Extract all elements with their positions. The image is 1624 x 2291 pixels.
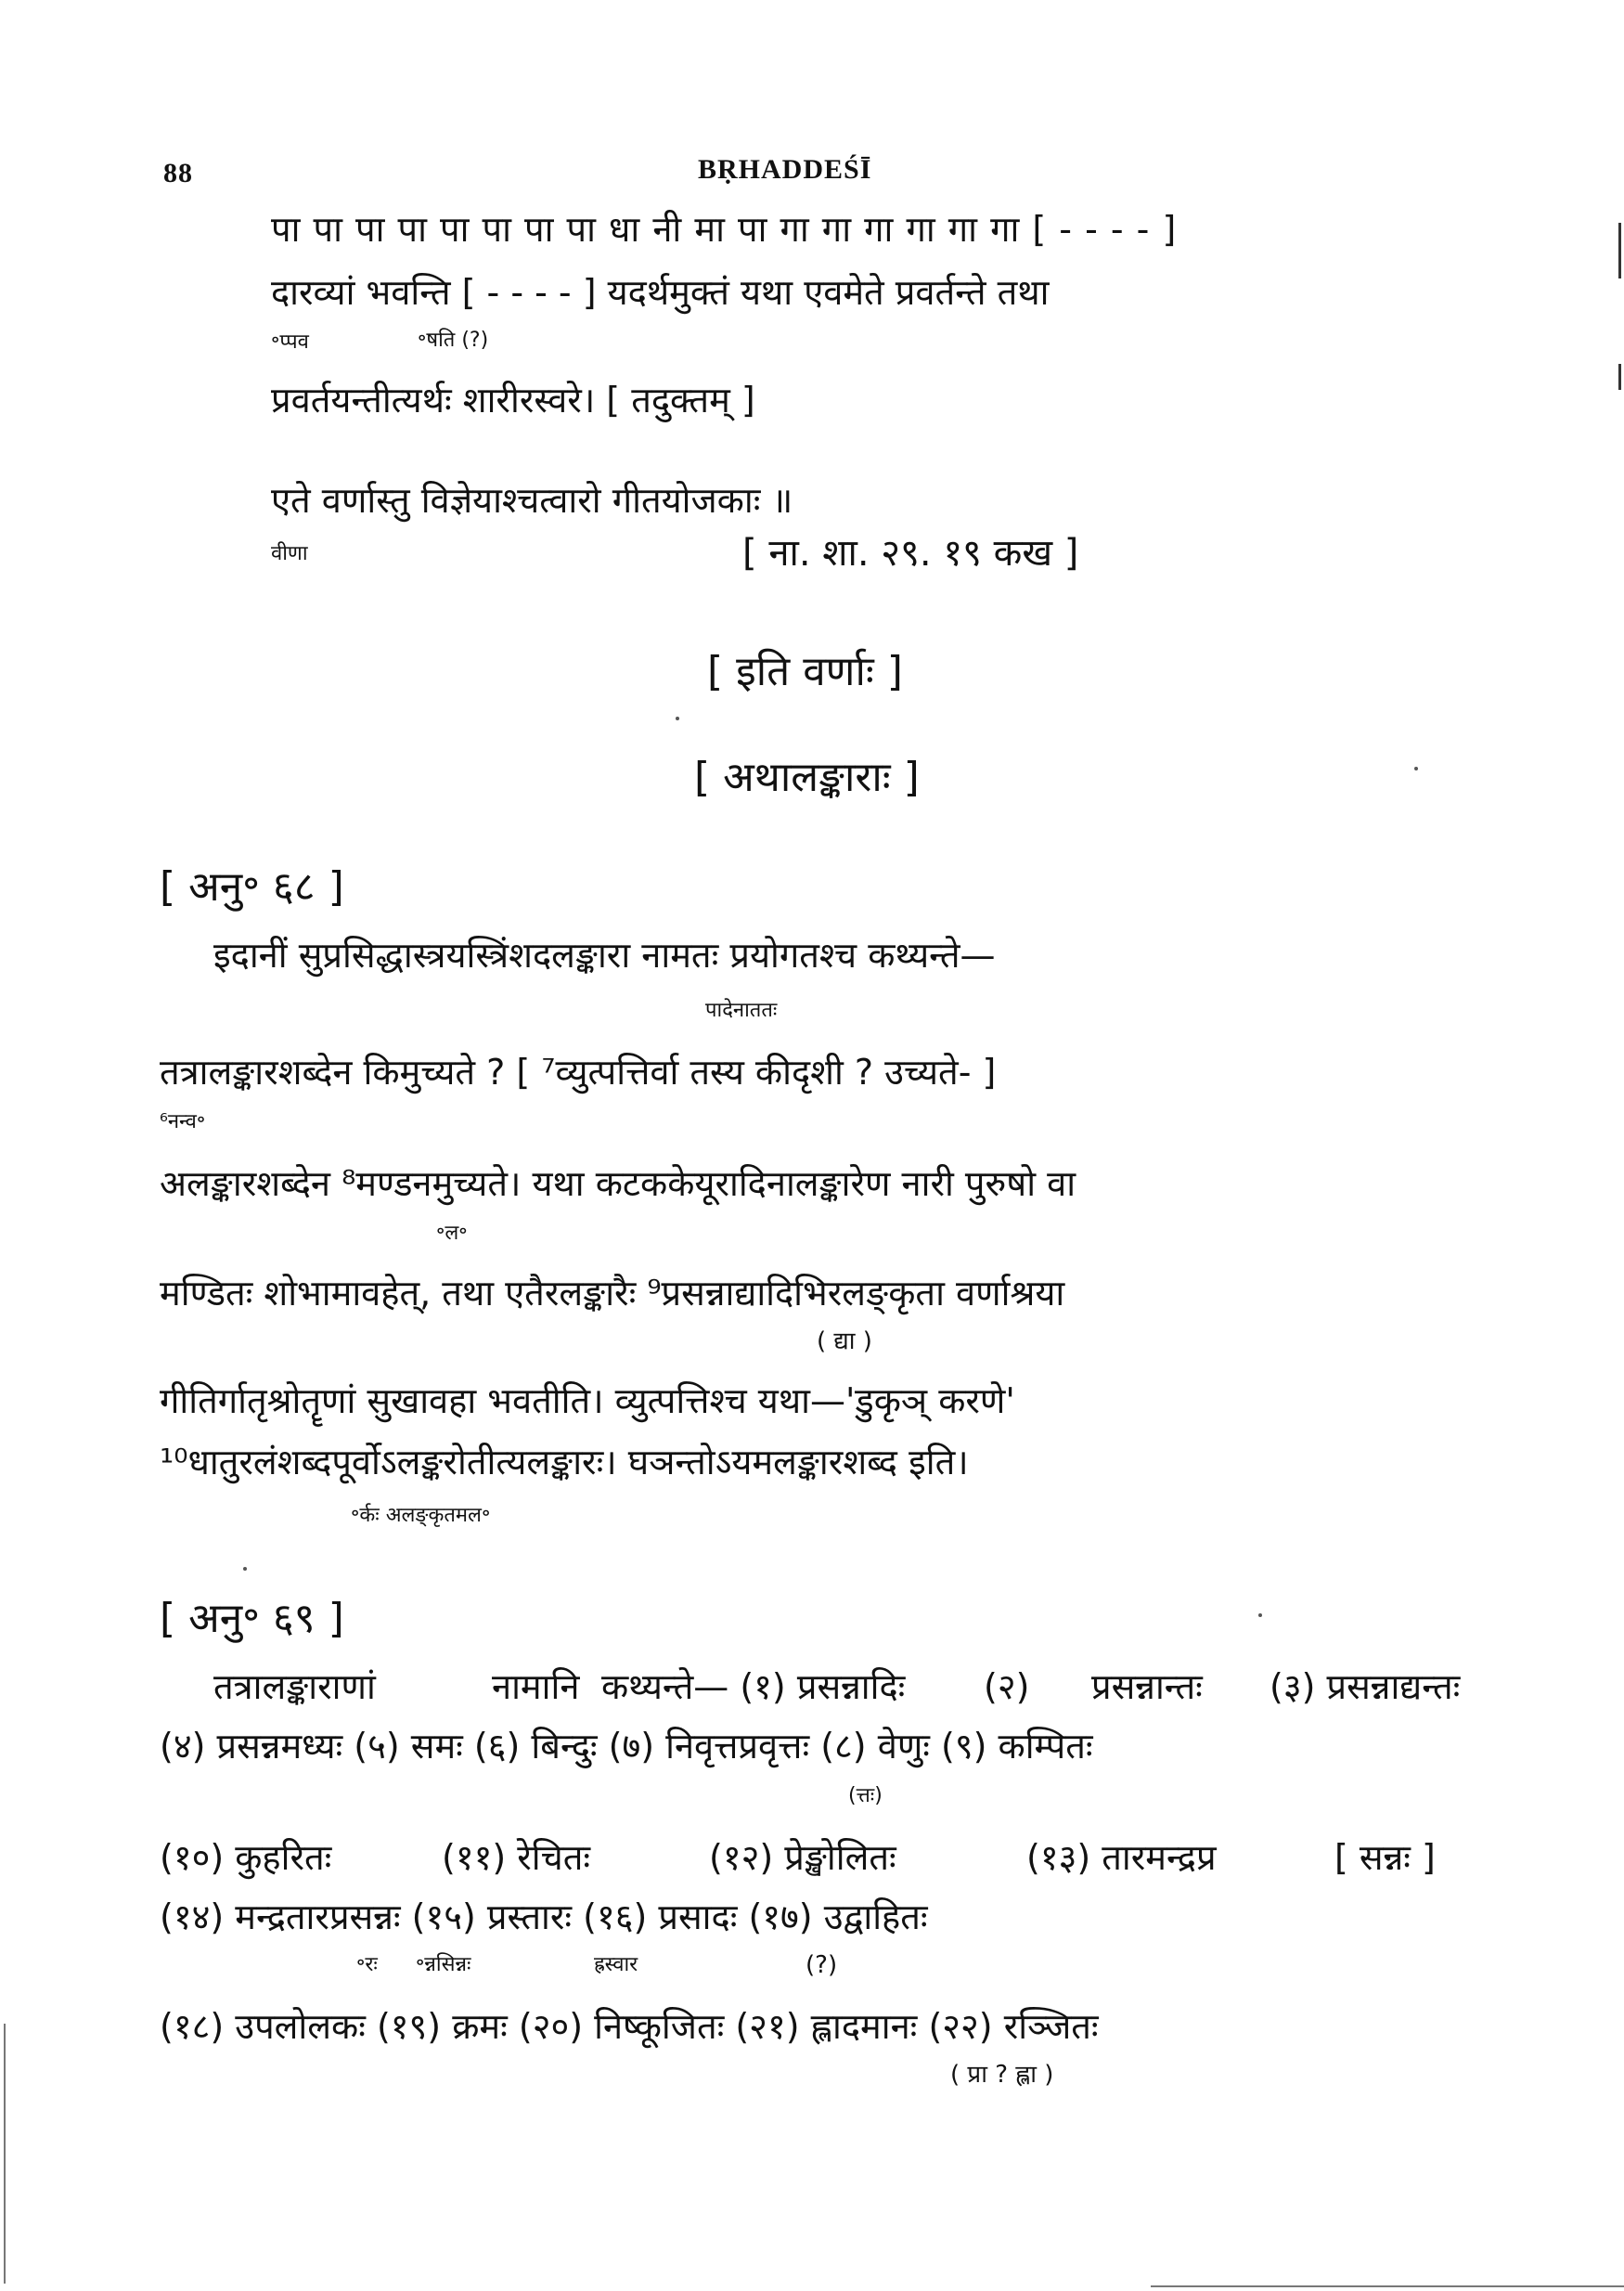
- variant-note: ॰रः: [356, 1953, 378, 1976]
- list-line: (१०) कुहरितः: [160, 1837, 332, 1878]
- scan-speck: [676, 717, 679, 720]
- anuccheda-label-68: [ अनु॰ ६८ ]: [160, 863, 344, 911]
- variant-note: ॰प्पव: [271, 330, 309, 354]
- scan-speck: [243, 1567, 247, 1571]
- list-line: तत्रालङ्काराणां: [213, 1666, 376, 1707]
- list-line: (१३) तारमन्द्रप्र: [1026, 1837, 1217, 1878]
- list-line: कथ्यन्ते— (१) प्रसन्नादिः: [601, 1666, 906, 1707]
- variant-note: ( द्या ): [817, 1327, 872, 1355]
- list-line: (२): [984, 1666, 1030, 1707]
- paragraph-line: तत्रालङ्कारशब्देन किमुच्यते ? [ ⁷व्युत्पत्तिर्वा तस्य कीदृशी ? उच्यते- ]: [160, 1052, 997, 1093]
- section-heading-iti: [ इति वर्णाः ]: [707, 648, 903, 695]
- paragraph-line: ¹⁰धातुरलंशब्दपूर्वोऽलङ्करोतीत्यलङ्कारः। घञन्तोऽयमलङ्कारशब्द इति।: [160, 1442, 969, 1482]
- variant-note: पादेनाततः: [705, 999, 778, 1022]
- verse-reference: [ ना. शा. २९. १९ कख ]: [742, 532, 1079, 575]
- text-line-1: दारव्यां भवन्ति [ - - - - ] यदर्थमुक्तं यथा एवमेते प्रवर्तन्ते तथा: [271, 272, 1050, 313]
- list-line: [ सन्नः ]: [1334, 1837, 1436, 1878]
- paragraph-line: अलङ्कारशब्देन ⁸मण्डनमुच्यते। यथा कटककेयूरादिनालङ्कारेण नारी पुरुषो वा: [160, 1163, 1076, 1204]
- scan-speck: [1258, 1613, 1262, 1617]
- verse-line: एते वर्णास्तु विज्ञेयाश्चत्वारो गीतयोजकाः ॥: [271, 480, 793, 521]
- list-line: (१२) प्रेङ्खोलितः: [709, 1837, 896, 1878]
- variant-note: (त्तः): [848, 1784, 883, 1807]
- page-number: 88: [163, 158, 193, 188]
- list-line: नामानि: [492, 1666, 580, 1707]
- variant-note: वीणा: [271, 542, 308, 565]
- list-line: प्रसन्नान्तः: [1091, 1666, 1203, 1707]
- list-line: (१८) उपलोलकः (१९) क्रमः (२०) निष्कूजितः (२१) ह्लादमानः (२२) रञ्जितः: [160, 2006, 1099, 2047]
- section-heading-atha: [ अथालङ्काराः ]: [694, 754, 920, 801]
- variant-note: ॰र्कः अलङ्कृतमल॰: [351, 1504, 491, 1527]
- list-line: (१४) मन्द्रतारप्रसन्नः (१५) प्रस्तारः (१६) प्रसादः (१७) उद्वाहितः: [160, 1896, 928, 1937]
- variant-note: ॰ल॰: [436, 1222, 468, 1245]
- scan-edge-left: [4, 2024, 6, 2284]
- list-line: (११) रेचितः: [442, 1837, 591, 1878]
- paragraph-line: मण्डितः शोभामावहेत्, तथा एतैरलङ्कारैः ⁹प्रसन्नाद्यादिभिरलङ्कृता वर्णाश्रया: [160, 1273, 1065, 1314]
- variant-note: ( प्रा ? ह्ला ): [950, 2061, 1054, 2089]
- paragraph-line: गीतिर्गातृश्रोतॄणां सुखावहा भवतीति। व्युत्पत्तिश्च यथा—'डुकृञ् करणे': [160, 1380, 1015, 1421]
- paragraph-line: इदानीं सुप्रसिद्धास्त्रयस्त्रिंशदलङ्कारा नामतः प्रयोगतश्च कथ्यन्ते—: [213, 935, 996, 976]
- list-line: (४) प्रसन्नमध्यः (५) समः (६) बिन्दुः (७) निवृत्तप्रवृत्तः (८) वेणुः (९) कम्पितः: [160, 1726, 1093, 1767]
- variant-note: ⁶नन्व॰: [160, 1110, 206, 1133]
- variant-note: (?): [806, 1951, 838, 1979]
- variant-note: ॰षति (?): [418, 329, 489, 352]
- list-line: (३) प्रसन्नाद्यन्तः: [1270, 1666, 1461, 1707]
- scan-edge-bottom: [1151, 2285, 1624, 2287]
- text-line-2: प्रवर्तयन्तीत्यर्थः शारीरस्वरे। [ तदुक्तम् ]: [271, 380, 755, 421]
- anuccheda-label-69: [ अनु॰ ६९ ]: [160, 1595, 344, 1642]
- scan-speck: [1414, 767, 1418, 770]
- scan-edge-right: [1618, 223, 1621, 278]
- variant-note: ह्रस्वार: [594, 1953, 638, 1976]
- scan-edge-right: [1618, 364, 1621, 390]
- notation-line: पा पा पा पा पा पा पा पा धा नी मा पा गा गा गा गा गा गा [ - - - - ]: [271, 209, 1178, 250]
- running-title: BṚHADDEŚĪ: [698, 154, 872, 185]
- variant-note: ॰न्नसिन्नः: [416, 1953, 471, 1976]
